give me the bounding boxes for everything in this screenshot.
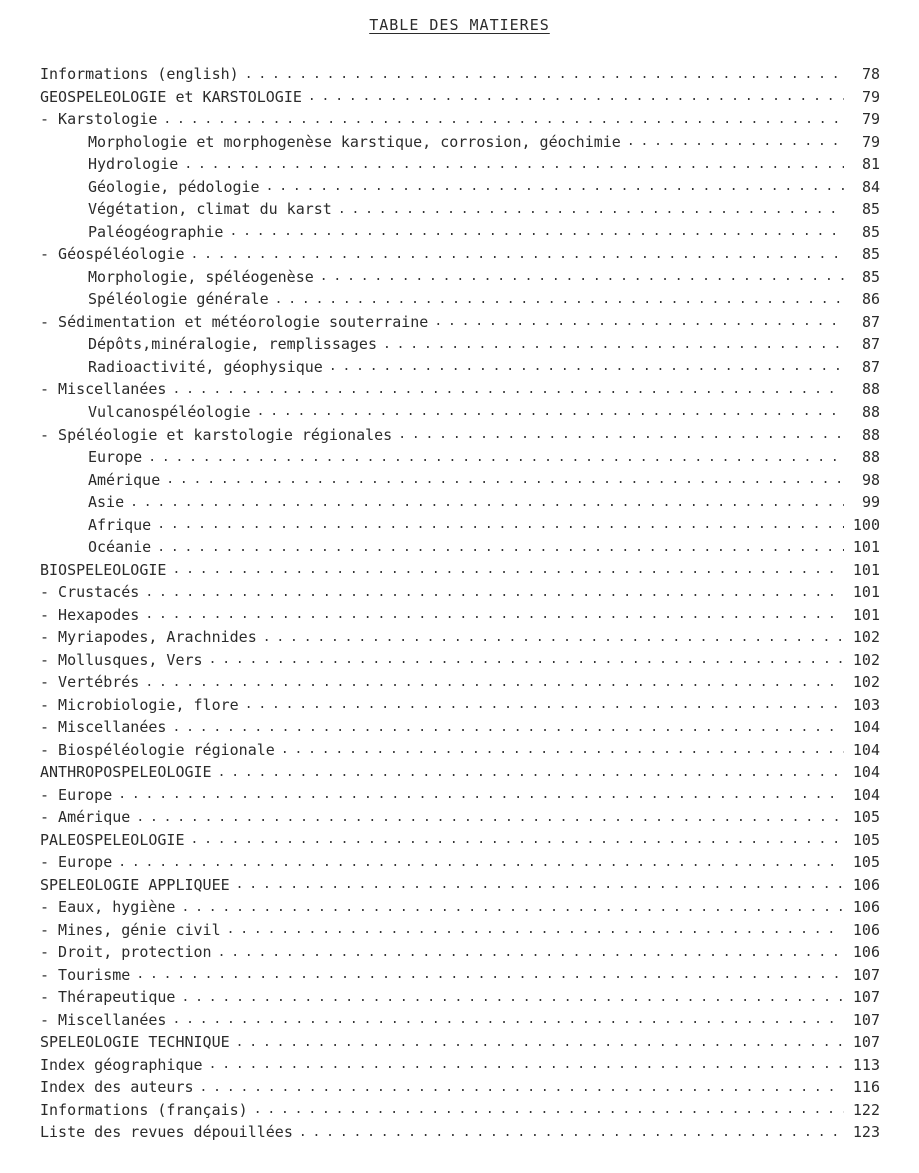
toc-entry-label: - Europe (40, 785, 113, 804)
toc-entry-page-number: 104 (852, 740, 880, 759)
toc-entry-label: Paléogéographie (88, 222, 224, 241)
toc-entry-label: - Droit, protection (40, 943, 212, 962)
toc-entry-label: - Mollusques, Vers (40, 650, 203, 669)
toc-entry-label: - Karstologie (40, 110, 158, 129)
dot-leader (308, 90, 844, 103)
toc-entry (34, 896, 880, 919)
toc-entry (34, 693, 880, 716)
toc-entry-page-number: 122 (852, 1100, 880, 1119)
page-title (0, 16, 919, 34)
toc-entry-page-number: 87 (861, 357, 880, 376)
toc-entry-page-number: 88 (861, 425, 880, 444)
dot-leader (200, 1081, 844, 1094)
toc-entry-label: SPELEOLOGIE APPLIQUEE (40, 875, 230, 894)
toc-entry-page-number: 113 (852, 1055, 880, 1074)
dot-leader (257, 405, 844, 418)
toc-entry-page-number: 98 (861, 470, 880, 489)
dot-leader (157, 541, 844, 554)
toc-entry (34, 153, 880, 176)
dot-leader (254, 1103, 844, 1116)
toc-entry (34, 198, 880, 221)
toc-entry (34, 446, 880, 469)
toc-entry-page-number: 107 (852, 1010, 880, 1029)
toc-entry-page-number: 105 (852, 808, 880, 827)
toc-entry (34, 468, 880, 491)
toc-entry-page-number: 106 (852, 920, 880, 939)
toc-entry-page-number: 102 (852, 650, 880, 669)
toc-entry (34, 423, 880, 446)
toc-entry (34, 333, 880, 356)
toc-entry (34, 919, 880, 942)
toc-entry (34, 851, 880, 874)
dot-leader (172, 383, 844, 396)
dot-leader (172, 1013, 844, 1026)
toc-entry-label: Informations (français) (40, 1100, 248, 1119)
dot-leader (172, 563, 844, 576)
toc-entry-page-number: 79 (861, 132, 880, 151)
toc-entry-page-number: 106 (852, 875, 880, 894)
toc-entry (34, 1121, 880, 1144)
toc-entry (34, 986, 880, 1009)
toc-entry (34, 716, 880, 739)
dot-leader (329, 360, 844, 373)
dot-leader (145, 608, 844, 621)
dot-leader (184, 158, 844, 171)
toc-entry-label: Géologie, pédologie (88, 177, 260, 196)
toc-entry-page-number: 107 (852, 965, 880, 984)
toc-entry (34, 603, 880, 626)
toc-entry (34, 513, 880, 536)
toc-entry-page-number: 81 (861, 155, 880, 174)
dot-leader (145, 676, 844, 689)
dot-leader (118, 788, 844, 801)
dot-leader (148, 451, 844, 464)
toc-entry-page-number: 116 (852, 1078, 880, 1097)
dot-leader (191, 833, 845, 846)
toc-entry (34, 1054, 880, 1077)
toc-entry-label: Amérique (88, 470, 161, 489)
toc-entry (34, 626, 880, 649)
toc-entry-label: - Miscellanées (40, 380, 167, 399)
toc-entry-label: Europe (88, 448, 143, 467)
toc-entry-page-number: 105 (852, 853, 880, 872)
dot-leader (227, 923, 844, 936)
toc-entry-label: - Eaux, hygiène (40, 898, 176, 917)
page-title-text: TABLE DES MATIERES (369, 16, 550, 34)
dot-leader (118, 856, 844, 869)
toc-entry-page-number: 105 (852, 830, 880, 849)
dot-leader (266, 180, 844, 193)
toc-entry-label: Océanie (88, 538, 152, 557)
toc-entry (34, 243, 880, 266)
toc-entry-page-number: 100 (852, 515, 880, 534)
toc-entry-page-number: 102 (852, 673, 880, 692)
toc-entry-page-number: 85 (861, 245, 880, 264)
toc-entry (34, 964, 880, 987)
toc-entry (34, 311, 880, 334)
dot-leader (627, 135, 844, 148)
toc-entry-label: ANTHROPOSPELEOLOGIE (40, 763, 212, 782)
dot-leader (136, 811, 844, 824)
toc-entry-label: - Microbiologie, flore (40, 695, 239, 714)
dot-leader (166, 473, 844, 486)
toc-entry-label: - Géospéléologie (40, 245, 185, 264)
toc-entry (34, 536, 880, 559)
dot-leader (434, 315, 844, 328)
toc-entry (34, 784, 880, 807)
toc-entry-page-number: 85 (861, 267, 880, 286)
toc-entry-label: Dépôts,minéralogie, remplissages (88, 335, 377, 354)
toc-entry-label: - Sédimentation et météorologie souterraine (40, 312, 429, 331)
toc-entry (34, 558, 880, 581)
dot-leader (229, 225, 844, 238)
toc-entry (34, 86, 880, 109)
toc-entry-page-number: 87 (861, 312, 880, 331)
toc-entry-page-number: 123 (852, 1123, 880, 1142)
toc-entry (34, 648, 880, 671)
toc-entry-label: Radioactivité, géophysique (88, 357, 323, 376)
toc-entry (34, 221, 880, 244)
toc-entry-page-number: 102 (852, 628, 880, 647)
toc-entry-label: SPELEOLOGIE TECHNIQUE (40, 1033, 230, 1052)
toc-entry-label: Hydrologie (88, 155, 179, 174)
toc-entry-label: Index géographique (40, 1055, 203, 1074)
toc-entry-label: Végétation, climat du karst (88, 200, 332, 219)
dot-leader (338, 203, 844, 216)
toc-entry-page-number: 87 (861, 335, 880, 354)
toc-entry (34, 581, 880, 604)
toc-entry-page-number: 103 (852, 695, 880, 714)
toc-entry-label: - Europe (40, 853, 113, 872)
toc-entry-label: - Miscellanées (40, 718, 167, 737)
toc-entry-label: - Miscellanées (40, 1010, 167, 1029)
toc-entry-label: Morphologie, spéléogenèse (88, 267, 314, 286)
toc-entry (34, 401, 880, 424)
toc-entry-label: GEOSPELEOLOGIE et KARSTOLOGIE (40, 87, 302, 106)
dot-leader (245, 698, 844, 711)
toc-entry (34, 1031, 880, 1054)
toc-entry-label: - Myriapodes, Arachnides (40, 628, 257, 647)
toc-entry-page-number: 79 (861, 87, 880, 106)
dot-leader (398, 428, 844, 441)
dot-leader (145, 586, 844, 599)
dot-leader (275, 293, 844, 306)
dot-leader (209, 1058, 844, 1071)
toc-entry-label: - Crustacés (40, 583, 140, 602)
toc-entry (34, 829, 880, 852)
toc-entry-label: Liste des revues dépouillées (40, 1123, 293, 1142)
dot-leader (130, 496, 844, 509)
toc-entry-label: Vulcanospéléologie (88, 402, 251, 421)
toc-entry (34, 761, 880, 784)
toc-entry-label: Morphologie et morphogenèse karstique, corrosion, géochimie (88, 132, 621, 151)
toc-entry-page-number: 79 (861, 110, 880, 129)
toc-entry-page-number: 104 (852, 718, 880, 737)
dot-leader (281, 743, 844, 756)
toc-entry-page-number: 78 (861, 65, 880, 84)
toc-entry (34, 176, 880, 199)
table-of-contents (34, 63, 880, 1144)
dot-leader (263, 631, 844, 644)
toc-entry-label: - Spéléologie et karstologie régionales (40, 425, 393, 444)
toc-entry-label: - Biospéléologie régionale (40, 740, 275, 759)
toc-entry-page-number: 104 (852, 763, 880, 782)
toc-entry-label: - Amérique (40, 808, 131, 827)
toc-entry (34, 738, 880, 761)
toc-entry-page-number: 106 (852, 943, 880, 962)
dot-leader (163, 113, 844, 126)
dot-leader (320, 270, 844, 283)
toc-entry-label: - Vertébrés (40, 673, 140, 692)
toc-entry-label: - Tourisme (40, 965, 131, 984)
dot-leader (245, 68, 844, 81)
toc-entry-page-number: 86 (861, 290, 880, 309)
toc-entry (34, 108, 880, 131)
toc-entry (34, 266, 880, 289)
dot-leader (218, 946, 844, 959)
toc-entry-page-number: 101 (852, 560, 880, 579)
toc-entry-page-number: 104 (852, 785, 880, 804)
toc-entry-page-number: 101 (852, 538, 880, 557)
dot-leader (191, 248, 845, 261)
toc-entry (34, 491, 880, 514)
toc-entry-page-number: 88 (861, 402, 880, 421)
toc-entry-label: Index des auteurs (40, 1078, 194, 1097)
toc-entry (34, 288, 880, 311)
dot-leader (383, 338, 844, 351)
toc-entry (34, 806, 880, 829)
toc-entry (34, 1076, 880, 1099)
toc-entry (34, 378, 880, 401)
toc-entry (34, 941, 880, 964)
dot-leader (136, 968, 844, 981)
dot-leader (181, 901, 844, 914)
toc-entry-label: BIOSPELEOLOGIE (40, 560, 167, 579)
toc-entry-page-number: 106 (852, 898, 880, 917)
toc-entry-label: PALEOSPELEOLOGIE (40, 830, 185, 849)
dot-leader (236, 1036, 844, 1049)
toc-entry-page-number: 88 (861, 448, 880, 467)
toc-entry-label: - Thérapeutique (40, 988, 176, 1007)
toc-entry (34, 1099, 880, 1122)
toc-entry-page-number: 88 (861, 380, 880, 399)
toc-entry-page-number: 85 (861, 200, 880, 219)
dot-leader (172, 721, 844, 734)
toc-entry-page-number: 107 (852, 1033, 880, 1052)
toc-entry (34, 874, 880, 897)
toc-entry-page-number: 101 (852, 605, 880, 624)
toc-entry-label: - Hexapodes (40, 605, 140, 624)
toc-entry (34, 63, 880, 86)
toc-entry (34, 1009, 880, 1032)
toc-entry-label: Asie (88, 493, 125, 512)
toc-entry-label: Afrique (88, 515, 152, 534)
dot-leader (236, 878, 844, 891)
toc-entry-page-number: 107 (852, 988, 880, 1007)
toc-entry-label: Spéléologie générale (88, 290, 269, 309)
toc-entry-page-number: 99 (861, 493, 880, 512)
toc-entry-page-number: 85 (861, 222, 880, 241)
dot-leader (181, 991, 844, 1004)
toc-entry (34, 671, 880, 694)
toc-entry-page-number: 101 (852, 583, 880, 602)
dot-leader (157, 518, 844, 531)
toc-entry-label: Informations (english) (40, 65, 239, 84)
toc-entry (34, 131, 880, 154)
dot-leader (218, 766, 844, 779)
dot-leader (299, 1126, 844, 1139)
toc-entry-label: - Mines, génie civil (40, 920, 221, 939)
toc-entry (34, 356, 880, 379)
toc-entry-page-number: 84 (861, 177, 880, 196)
dot-leader (209, 653, 844, 666)
